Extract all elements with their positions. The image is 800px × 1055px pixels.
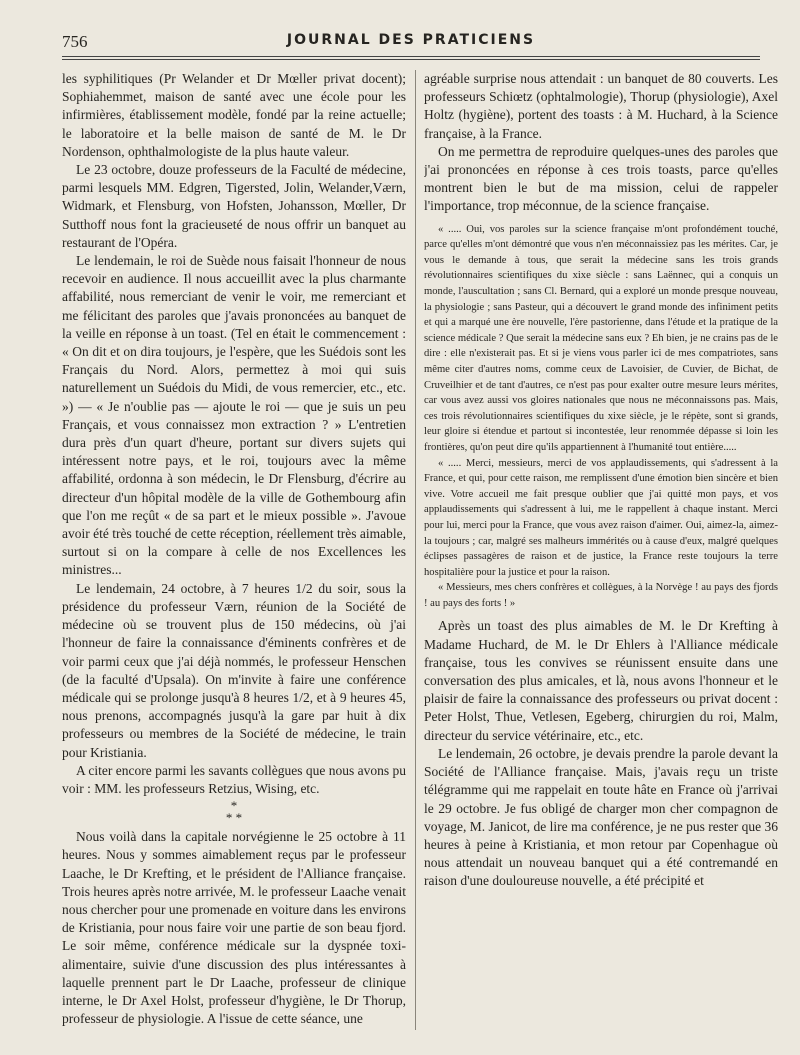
paragraph: Le lendemain, 26 octobre, je devais prendre la parole devant la Société de l'Alliance française. Mais, j'avais reçu un triste télégramme qui me rappelait en toute hâte en France où j'arrivai le 29 octobre. Je fus obligé de charger mon cher compagnon de voyage, M. Janicot, de lire ma conférence, je ne pus rester que 36 heures à peine à Kristiania, et mon retour par Copenhague où nous attendait un nouveau banquet qui a été contremandé en raison d'une douloureuse nouvelle, a été précipité et	[424, 745, 778, 889]
paragraph: Le lendemain, 24 octobre, à 7 heures 1/2 du soir, sous la présidence du professeur Værn, réunion de la Société de médecine où se trouvent plus de 150 médecins, où j'ai l'honneur de faire la connaissance d'éminents confrères et de voir parmi ceux que j'ai déjà nommés, le professeur Henschen (de la faculté d'Upsala). On m'invite à faire une conférence médicale qui se prolonge jusqu'à 8 heures 1/2, et à 9 heures 45, nous prenons, accompagnés jusqu'à la gare par huit à dix professeurs ou membres de la Société de médecine, le train pour Kristiania.	[62, 580, 406, 760]
paragraph: les syphilitiques (Pr Welander et Dr Mœller privat docent); Sophiahemmet, maison de santé avec une école pour les infirmières, établissement modèle, fondé par la reine actuelle; le laboratoire et la belle maison de santé de M. le Dr Nordenson, ophthalmologiste de la plus haute valeur.	[62, 71, 406, 159]
quoted-speech: « ..... Oui, vos paroles sur la science française m'ont profondément touché, parce qu'elles m'ont démontré que vous n'en méconnaissiez pas les mérites. Car, je vous le demande à tous, que serait la médecine sans les trois grands révolutionnaires scientifiques du xixe siècle : sans Laënnec, qui a conquis un monde, l'auscultation ; sans Cl. Bernard, qui a exploré un monde presque nouveau, la physiologie ; sans Pasteur, qui a découvert le grand monde des infiniment petits et qui a marqué une ère nouvelle, l'ère pastorienne, dans l'étude et la pratique de la science médicale ? Que serait la médecine sans eux ? Eh bien, je ne crains pas de le dire : elle n'existerait pas. Et si je viens vous parler ici de mes compatriotes, sans même citer d'autres noms, comme ceux de Lavoisier, de Cuvier, de Bichat, de Cruveilhier et de tant d'autres, ce n'est pas pour exalter outre mesure leurs mérites, car vous avez aussi vos gloires nationales que nous ne méconnaissons pas. Mais, ces trois révolutionnaires scientifiques du xixe siècle, je le répète, sont si grands, leur gloire si étendue et partout si incontestée, leur renommée dépasse si loin les frontières, qu'on peut dire qu'ils appartiennent à l'humanité tout entière.....	[424, 223, 778, 453]
header-rule	[62, 56, 760, 60]
paragraph: Le lendemain, le roi de Suède nous faisait l'honneur de nous recevoir en audience. Il nous accueillit avec la plus charmante affabilité, nous remerciant de venir le voir, me remerciant et me félicitant des paroles que j'avais prononcées au banquet de la veille en réponse à un toast. (Tel en était le commencement : « On dit et on dira toujours, je l'espère, que les Suédois sont les Français du Nord. Alors, permettez à moi qui suis naturellement un Suédois du Midi, de vous remercier, etc., etc. ») — « Je n'oublie pas — ajoute le roi — que je suis un peu Français, et vous connaissez mon extraction ? » L'entretien dura près d'un quart d'heure, portant sur divers sujets qui intéressent notre pays, et le roi, toujours avec la même affabilité, ordonna à son médecin, le Dr Flensburg, d'écrire au directeur d'un hôpital modèle de la ville de Gothembourg afin que l'on me reçût « de sa part et le mieux possible ». J'avoue avoir été très touché de cette réception, réellement très aimable, surtout si on la compare à celle de nos Excellences les ministres...	[62, 253, 406, 578]
quoted-speech: « ..... Merci, messieurs, merci de vos applaudissements, qui s'adressent à la France, et qui, pour cette raison, me remplissent d'une émotion bien sincère et bien vive. Votre accueil me fait presque oublier que j'ai quitté mon pays, et vos applaudissements qui s'adressent à lui, me le rappellent à chaque instant. Merci pour lui, merci pour la France, que vous avez raison d'aimer. Oui, aimez-la, aimez-la toujours ; car, malgré ses malheurs immérités ou à cause d'eux, malgré quelques éclipses passagères de raison et de justice, la France reste toujours la terre hospitalière pour la justice et pour la raison.	[424, 457, 778, 578]
paragraph: On me permettra de reproduire quelques-unes des paroles que j'ai prononcées en réponse à ces trois toasts, parce qu'elles montrent bien le but de ma mission, celui de rappeler l'importance, trop méconnue, de la science française.	[424, 143, 778, 214]
left-column	[62, 70, 406, 1040]
paragraph: Nous voilà dans la capitale norvégienne le 25 octobre à 11 heures. Nous y sommes aimablement reçus par le professeur Laache, le Dr Krefting, et le président de l'Alliance française. Trois heures après notre arrivée, M. le professeur Laache venait nous chercher pour une promenade en voiture dans les environs de Kristiania, pour nous faire voir une partie de son beau fjord. Le soir même, conférence médicale sur la dyspnée toxi-alimentaire, suivie d'une discussion des plus intéressantes à laquelle prennent part le Dr Laache, professeur de clinique interne, le Dr Axel Holst, professeur d'hygiène, le Dr Thorup, professeur de physiologie. A l'issue de cette séance, une	[62, 829, 406, 1027]
paragraph: agréable surprise nous attendait : un banquet de 80 couverts. Les professeurs Schiœtz (ophtalmologie), Thorup (physiologie), Axel Holtz (hygiène), portent des toasts : à M. Huchard, à la Science française, à la France.	[424, 71, 778, 141]
quoted-speech: « Messieurs, mes chers confrères et collègues, à la Norvège ! au pays des fjords ! au pays des forts ! »	[424, 582, 778, 609]
page-number: 756	[62, 32, 88, 51]
paragraph: Le 23 octobre, douze professeurs de la Faculté de médecine, parmi lesquels MM. Edgren, Tigersted, Jolin, Welander,Værn, Widmark, et Flensburg, von Hofsten, Johansson, Mœller, Dr Sutthoff nous font la gracieuseté de nous offrir un banquet au restaurant de l'Opéra.	[62, 162, 406, 250]
paragraph: A citer encore parmi les savants collègues que nous avons pu voir : MM. les professeurs Retzius, Wising, etc.	[62, 762, 406, 796]
paragraph: Après un toast des plus aimables de M. le Dr Krefting à Madame Huchard, de M. le Dr Ehlers à l'Alliance médicale française, tous les convives se réunissent ensuite dans une conversation des plus amicales, et là, nous avons l'honneur et le plaisir de faire la connaissance des professeurs ou privat docent : Peter Holst, Thue, Vetlesen, Egeberg, chirurgien du roi, Malm, directeur du service vétérinaire, etc., etc.	[424, 618, 778, 743]
section-separator	[62, 800, 406, 824]
separator-top: *	[230, 798, 238, 814]
running-title: JOURNAL DES PRATICIENS	[286, 32, 536, 48]
column-divider	[415, 70, 416, 1030]
page-header	[62, 30, 760, 56]
right-column	[424, 70, 778, 1040]
separator-bottom: * *	[225, 810, 243, 826]
